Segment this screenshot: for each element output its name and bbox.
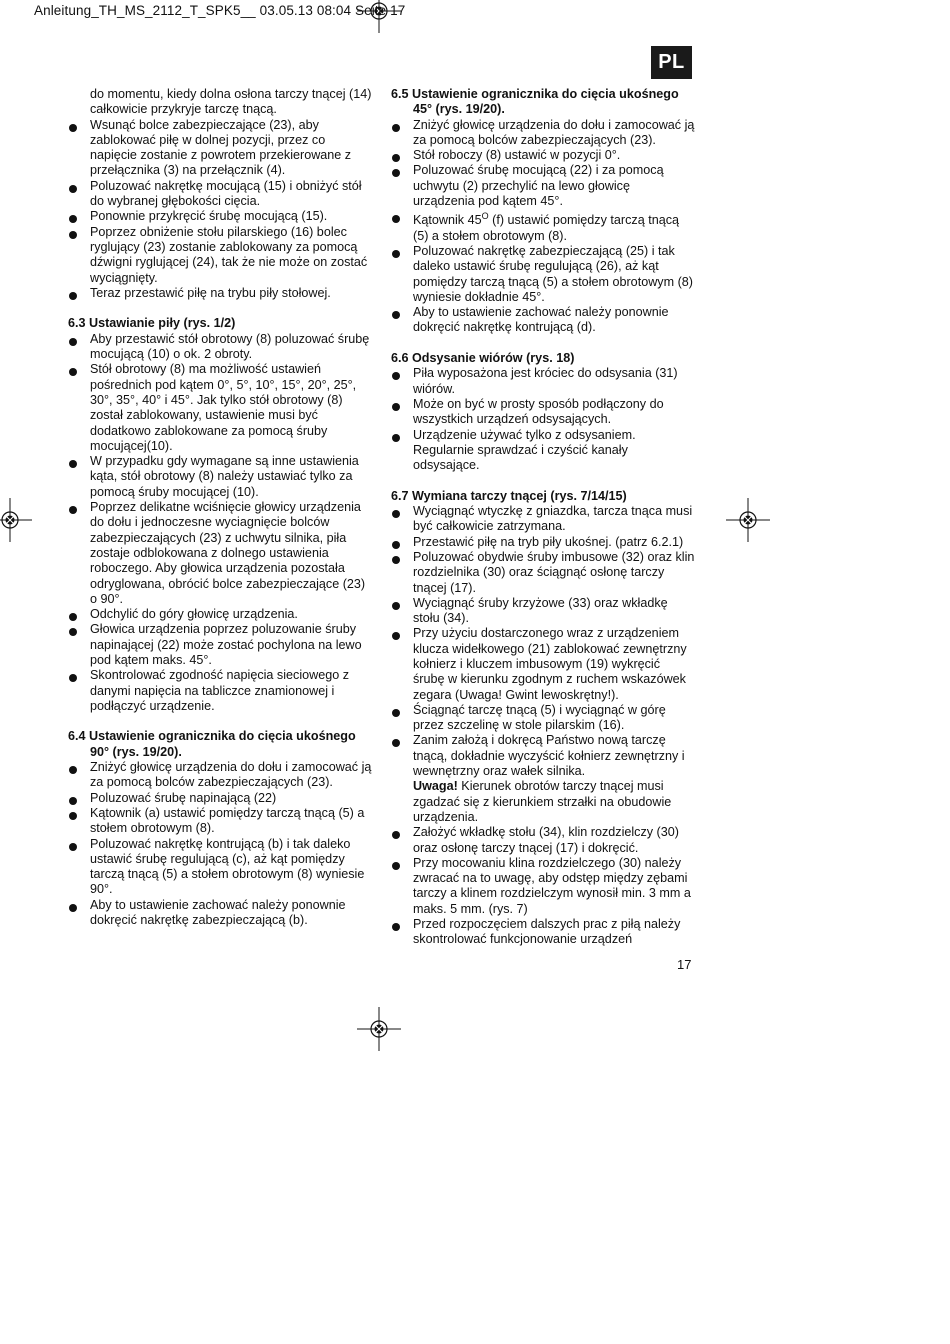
section-heading: [391, 87, 695, 118]
registration-mark-icon: [0, 498, 32, 542]
list-item: W przypadku gdy wymagane są inne ustawienia kąta, stół obrotowy (8) należy ustawiać tylko za pomocą śruby mocującej (10).: [68, 454, 374, 500]
section-number: 6.3: [68, 316, 86, 331]
section-6-5: [391, 87, 695, 336]
list-item: Poluzować nakrętkę mocującą (15) i obniżyć stół do wybranej głębokości cięcia.: [68, 179, 374, 210]
section-heading: [391, 489, 695, 504]
section-6-4: [68, 729, 374, 928]
section-heading: [391, 351, 695, 366]
list-item: [391, 209, 695, 244]
bullet-list: [391, 366, 695, 473]
list-item: Wsunąć bolce zabezpieczające (23), aby zablokować piłę w dolnej pozycji, przez co napięcie zostanie z powrotem przekierowane z przełącznika (3) na przełącznik (4).: [68, 118, 374, 179]
list-item: Ściągnąć tarczę tnącą (5) i wyciągnąć w górę przez szczelinę w stole pilarskim (16).: [391, 703, 695, 734]
degree-superscript: O: [481, 211, 489, 222]
list-item: Urządzenie używać tylko z odsysaniem. Regularnie sprawdzać i czyścić kanały odsysające.: [391, 428, 695, 474]
language-badge: PL: [651, 46, 692, 79]
bullet-list: [68, 760, 374, 928]
section-heading: [68, 729, 374, 760]
section-number: 6.7: [391, 488, 409, 503]
list-item: Poluzować śrubę mocującą (22) i za pomocą uchwytu (2) przechylić na lewo głowicę urządzenia pod kątem 45°.: [391, 163, 695, 209]
section-title: Wymiana tarczy tnącej (rys. 7/14/15): [412, 488, 627, 503]
list-item: Założyć wkładkę stołu (34), klin rozdzielczy (30) oraz osłonę tarczy tnącej (17) i dokręcić.: [391, 825, 695, 856]
list-item: Przy mocowaniu klina rozdzielczego (30) należy zwracać na to uwagę, aby odstęp między zębami tarczy a klinem rozdzielczym wynosił min. 3 mm a maks. 5 mm. (rys. 7): [391, 856, 695, 917]
list-item: Poprzez obniżenie stołu pilarskiego (16) bolec ryglujący (23) zostanie zablokowany za pomocą dźwigni ryglującej (24), tak że nie może on zostać wyciągnięty.: [68, 225, 374, 286]
section-title: Ustawienie ogranicznika do cięcia ukośnego 90° (rys. 19/20).: [89, 729, 356, 759]
list-item: Zniżyć głowicę urządzenia do dołu i zamocować ją za pomocą bolców zabezpieczających (23).: [68, 760, 374, 791]
intro-continuation: do momentu, kiedy dolna osłona tarczy tnącej (14) całkowicie przykryje tarczę tnącą.: [90, 87, 372, 117]
list-item: Poprzez delikatne wciśnięcie głowicy urządzenia do dołu i jednoczesne wyciagnięcie bolców zabezpieczających (23) z uchwytu silnika, piła zostaje odblokowana z dolnego ustawienia roboczego. Aby głowica urządzenia pozostała odryglowana, obrócić bolce zabezpieczające (23) o 90°.: [68, 500, 374, 607]
registration-mark-icon: [357, 1007, 401, 1051]
registration-mark-icon: [726, 498, 770, 542]
list-item: Piła wyposażona jest króciec do odsysania (31) wiórów.: [391, 366, 695, 397]
section-number: 6.4: [68, 729, 86, 744]
list-item: Aby przestawić stół obrotowy (8) poluzować śrubę mocującą (10) o ok. 2 obroty.: [68, 332, 374, 363]
list-item: Poluzować nakrętkę zabezpieczającą (25) i tak daleko ustawić śrubę regulującą (26), aż kąt pomiędzy tarczą tnącą (5) a stołem obrotowym (8) wyniesie dokładnie 45°.: [391, 244, 695, 305]
bullet-list: [391, 118, 695, 336]
list-item: Poluzować nakrętkę kontrującą (b) i tak daleko ustawić śrubę regulującą (c), aż kąt pomiędzy tarczą tnącą (5) a stołem obrotowym (8) wyniesie 90°.: [68, 837, 374, 898]
list-item: Zniżyć głowicę urządzenia do dołu i zamocować ją za pomocą bolców zabezpieczających (23).: [391, 118, 695, 149]
list-item: Wyciągnąć śruby krzyżowe (33) oraz wkładkę stołu (34).: [391, 596, 695, 627]
list-item: Poluzować obydwie śruby imbusowe (32) oraz klin rozdzielnika (30) oraz ściągnąć osłonę tarczy tnącej (17).: [391, 550, 695, 596]
list-item: Teraz przestawić piłę na trybu piły stołowej.: [68, 286, 374, 301]
list-item: Stół obrotowy (8) ma możliwość ustawień pośrednich pod kątem 0°, 5°, 10°, 15°, 20°, 25°, 30°, 35°, 40° i 45°. Jak tylko stół obrotowy (8) został zablokowany, ustawienie musi być dodatkowo zablokowane za pomocą śruby mocującej(10).: [68, 362, 374, 454]
section-number: 6.5: [391, 87, 409, 101]
list-item: Zanim założą i dokręcą Państwo nową tarczę tnącą, dokładnie wyczyścić kołnierz zewnętrzny i wewnętrzny oraz wałek silnika.: [391, 733, 695, 779]
print-header: Anleitung_TH_MS_2112_T_SPK5__ 03.05.13 08:04 Seite 17: [34, 3, 406, 18]
warning-label: Uwaga!: [413, 779, 458, 794]
warning-note: [391, 779, 695, 825]
section-6-6: [391, 351, 695, 473]
list-item: Głowica urządzenia poprzez poluzowanie śruby napinającej (22) może zostać pochylona na lewo pod kątem maks. 45°.: [68, 622, 374, 668]
section-title: Ustawienie ogranicznika do cięcia ukośnego 45° (rys. 19/20).: [412, 87, 679, 117]
section-6-7: [391, 489, 695, 948]
section-heading: [68, 316, 374, 331]
list-item: Stół roboczy (8) ustawić w pozycji 0°.: [391, 148, 695, 163]
bullet-list: [68, 332, 374, 714]
list-item: Poluzować śrubę napinającą (22): [68, 791, 374, 806]
bullet-list: [391, 504, 695, 948]
list-item: Ponownie przykręcić śrubę mocującą (15).: [68, 209, 374, 224]
list-item: Aby to ustawienie zachować należy ponownie dokręcić nakrętkę zabezpieczającą (b).: [68, 898, 374, 929]
list-item: Odchylić do góry głowicę urządzenia.: [68, 607, 374, 622]
intro-bullet-list: [68, 118, 374, 302]
section-number: 6.6: [391, 351, 409, 366]
list-item: Aby to ustawienie zachować należy ponownie dokręcić nakrętkę kontrującą (d).: [391, 305, 695, 336]
list-item: Przed rozpoczęciem dalszych prac z piłą należy skontrolować funkcjonowanie urządzeń: [391, 917, 695, 948]
section-title: Ustawianie piły (rys. 1/2): [89, 316, 236, 331]
warning-text: Kierunek obrotów tarczy tnącej musi zgadzać się z kierunkiem strzałki na obudowie urządzenia.: [413, 779, 672, 824]
left-column: [68, 87, 374, 928]
section-title: Odsysanie wiórów (rys. 18): [412, 351, 575, 366]
list-item: Przy użyciu dostarczonego wraz z urządzeniem klucza widełkowego (21) zablokować zewnętrzny kołnierz i kluczem imbusowym (19) wykręcić śrubę w kierunku zgodnym z ruchem wskazówek zegara (Uwaga! Gwint lewoskrętny!).: [391, 626, 695, 702]
right-column: [391, 87, 695, 948]
katownik-suffix: (f) ustawić pomiędzy tarczą tnącą (5) a stołem obrotowym (8).: [413, 213, 680, 243]
list-item: Może on być w prosty sposób podłączony do wszystkich urządzeń odsysających.: [391, 397, 695, 428]
section-6-3: [68, 316, 374, 714]
list-item: Wyciągnąć wtyczkę z gniazdka, tarcza tnąca musi być całkowicie zatrzymana.: [391, 504, 695, 535]
page-number: 17: [677, 957, 692, 972]
katownik-prefix: Kątownik 45: [413, 213, 482, 228]
list-item: Przestawić piłę na tryb piły ukośnej. (patrz 6.2.1): [391, 535, 695, 550]
list-item: Skontrolować zgodność napięcia sieciowego z danymi napięcia na tabliczce znamionowej i podłączyć urządzenie.: [68, 668, 374, 714]
list-item: Kątownik (a) ustawić pomiędzy tarczą tnącą (5) a stołem obrotowym (8).: [68, 806, 374, 837]
